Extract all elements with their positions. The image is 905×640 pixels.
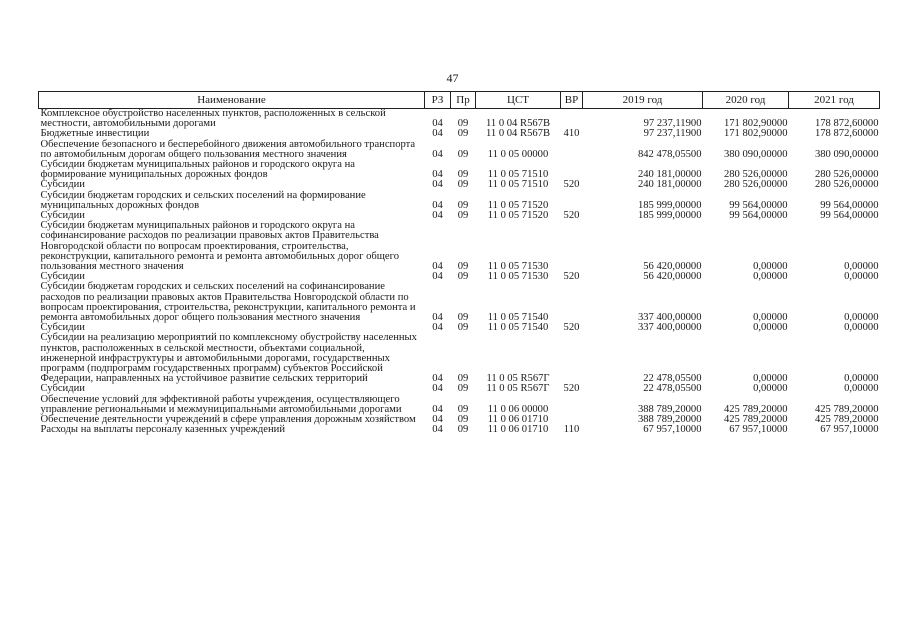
row-vr: 520: [563, 271, 580, 283]
row-pr: 09: [457, 169, 469, 181]
row-2021: 99 564,00000: [820, 199, 879, 211]
row-2021: 0,00000: [844, 271, 879, 283]
row-2021: 0,00000: [844, 373, 879, 385]
row-2019: 185 999,00000: [637, 210, 702, 222]
row-2019: 56 420,00000: [643, 271, 702, 283]
row-cst: 11 0 05 71520: [487, 210, 549, 222]
row-vr: [561, 109, 583, 130]
row-rz: 04: [432, 312, 443, 324]
row-2021: 280 526,00000: [814, 179, 879, 191]
row-pr: 09: [457, 199, 469, 211]
row-vr: [561, 140, 583, 160]
row-2020: 0,00000: [753, 322, 788, 334]
row-2021: 425 789,20000: [814, 414, 879, 426]
table-row: [39, 191, 880, 211]
row-vr: 520: [563, 179, 580, 191]
table-row: [39, 425, 880, 435]
row-name: Субсидии бюджетам муниципальных районов и городского округа на формирование муниципальных дорожных фондов: [40, 159, 355, 181]
row-2021: 425 789,20000: [814, 403, 879, 415]
row-name: Обеспечение деятельности учреждений в сфере управления дорожным хозяйством: [40, 414, 416, 426]
row-2021: 0,00000: [844, 383, 879, 395]
page-number: 47: [446, 71, 459, 85]
header-vr: ВР: [561, 92, 583, 109]
row-rz: 04: [432, 210, 443, 222]
row-pr: 09: [457, 179, 469, 191]
table-row: [39, 395, 880, 415]
row-2019: 56 420,00000: [643, 261, 702, 273]
row-cst: 11 0 06 01710: [487, 424, 549, 436]
row-2019: 842 478,05500: [637, 148, 702, 160]
row-rz: 04: [432, 322, 443, 334]
header-cst: ЦСТ: [476, 92, 561, 109]
row-vr: [561, 191, 583, 211]
row-2019: 240 181,00000: [637, 169, 702, 181]
row-vr: 520: [563, 383, 580, 395]
row-2021: 178 872,60000: [814, 118, 879, 130]
row-2019: 22 478,05500: [643, 373, 702, 385]
table-row: [39, 140, 880, 160]
row-pr: 09: [457, 383, 469, 395]
row-rz: 04: [432, 403, 443, 415]
row-pr: 09: [457, 424, 469, 436]
row-rz: 04: [432, 118, 443, 130]
row-cst: 11 0 05 71520: [487, 199, 549, 211]
row-cst: 11 0 06 00000: [487, 403, 549, 415]
row-cst: 11 0 04 R567B: [485, 118, 551, 130]
row-2021: 0,00000: [844, 322, 879, 334]
header-2021: 2021 год: [789, 92, 880, 109]
row-vr: [561, 333, 583, 384]
row-2021: 380 090,00000: [814, 148, 879, 160]
table-header: [39, 92, 880, 109]
header-name: Наименование: [39, 92, 425, 109]
row-2019: 388 789,20000: [637, 414, 702, 426]
row-2019: 337 400,00000: [637, 322, 702, 334]
row-name: Комплексное обустройство населенных пунктов, расположенных в сельской местности, автомобильными дорогами: [40, 108, 386, 130]
header-pr: Пр: [451, 92, 476, 109]
row-2020: 425 789,20000: [723, 403, 788, 415]
row-cst: 11 0 05 71540: [487, 322, 549, 334]
row-rz: 04: [432, 261, 443, 273]
row-2019: 240 181,00000: [637, 179, 702, 191]
row-vr: [561, 395, 583, 415]
row-name: Субсидии бюджетам муниципальных районов и городского округа на софинансирование расходов по реализации правовых актов Правительства Новгородской области по вопросам проектирования, строительства, реконструкции, капитального ремонта и ремонта автомобильных дорог общего пользования местного значения: [40, 220, 400, 273]
row-name: Субсидии бюджетам городских и сельских поселений на софинансирование расходов по реализации правовых актов Правительства Новгородской области по вопросам проектирования, строительства, реконструкции, капитального ремонта и ремонта автомобильных дорог общего пользования местного значения: [40, 281, 416, 324]
row-cst: 11 0 05 71540: [487, 312, 549, 324]
row-name: Субсидии: [40, 210, 85, 222]
row-vr: [561, 160, 583, 180]
row-2019: 337 400,00000: [637, 312, 702, 324]
row-name: Субсидии: [40, 322, 85, 334]
row-2020: 99 564,00000: [729, 210, 788, 222]
row-2021: 178 872,60000: [814, 128, 879, 140]
row-rz: 04: [432, 414, 443, 426]
row-cst: 11 0 05 R567Г: [486, 383, 550, 395]
row-rz: 04: [432, 373, 443, 385]
budget-table: [38, 91, 880, 436]
row-name: Субсидии бюджетам городских и сельских поселений на формирование муниципальных дорожных фондов: [40, 189, 366, 211]
row-rz: 04: [432, 179, 443, 191]
row-vr: 520: [563, 322, 580, 334]
table-row: [39, 109, 880, 130]
row-cst: 11 0 05 71510: [487, 179, 549, 191]
row-cst: 11 0 06 01710: [487, 414, 549, 426]
row-pr: 09: [457, 403, 469, 415]
row-2019: 185 999,00000: [637, 199, 702, 211]
row-pr: 09: [457, 271, 469, 283]
table-row: [39, 221, 880, 272]
row-2020: 425 789,20000: [723, 414, 788, 426]
row-2019: 97 237,11900: [643, 118, 702, 130]
row-name: Субсидии: [40, 179, 85, 191]
row-vr: [561, 221, 583, 272]
header-2020: 2020 год: [703, 92, 789, 109]
row-vr: 410: [563, 128, 580, 140]
row-rz: 04: [432, 271, 443, 283]
row-pr: 09: [457, 148, 469, 160]
table-row: [39, 282, 880, 323]
row-2020: 380 090,00000: [723, 148, 788, 160]
header-rz: РЗ: [425, 92, 451, 109]
row-2020: 0,00000: [753, 373, 788, 385]
row-name: Субсидии: [40, 383, 85, 395]
row-cst: 11 0 05 R567Г: [486, 373, 550, 385]
row-vr: 520: [563, 210, 580, 222]
row-2019: 67 957,10000: [643, 424, 702, 436]
row-pr: 09: [457, 373, 469, 385]
row-cst: 11 0 05 00000: [487, 148, 549, 160]
row-2021: 280 526,00000: [814, 169, 879, 181]
row-name: Субсидии: [40, 271, 85, 283]
row-cst: 11 0 04 R567B: [485, 128, 551, 140]
row-2021: 0,00000: [844, 261, 879, 273]
row-cst: 11 0 05 71530: [487, 261, 549, 273]
row-name: Расходы на выплаты персоналу казенных учреждений: [40, 424, 285, 436]
header-2019: 2019 год: [583, 92, 703, 109]
row-vr: 110: [563, 424, 580, 436]
row-2020: 0,00000: [753, 271, 788, 283]
row-rz: 04: [432, 383, 443, 395]
row-2020: 67 957,10000: [729, 424, 788, 436]
row-name: Бюджетные инвестиции: [40, 128, 150, 140]
row-2020: 0,00000: [753, 312, 788, 324]
row-rz: 04: [432, 148, 443, 160]
table-body: [39, 109, 880, 436]
row-pr: 09: [457, 128, 469, 140]
row-pr: 09: [457, 210, 469, 222]
row-pr: 09: [457, 261, 469, 273]
row-2020: 0,00000: [753, 383, 788, 395]
row-name: Субсидии на реализацию мероприятий по комплексному обустройству населенных пунктов, расположенных в сельской местности, объектами социальной, инженерной инфраструктуры и автомобильными дорогами, государственных программ (подпрограмм государственных программ) субъектов Российской Федерации, направленных на устойчивое развитие сельских территорий: [40, 332, 417, 385]
row-pr: 09: [457, 118, 469, 130]
row-name: Обеспечение безопасного и бесперебойного движения автомобильного транспорта по автомобильным дорогам общего пользования местного значения: [40, 138, 416, 160]
row-rz: 04: [432, 169, 443, 181]
row-rz: 04: [432, 128, 443, 140]
row-2021: 0,00000: [844, 312, 879, 324]
row-rz: 04: [432, 199, 443, 211]
table-row: [39, 160, 880, 180]
row-name: Обеспечение условий для эффективной работы учреждения, осуществляющего управление региональными и межмуниципальными автомобильными дорогами: [40, 393, 402, 415]
row-2021: 67 957,10000: [820, 424, 879, 436]
row-2020: 171 802,90000: [723, 128, 788, 140]
row-2019: 97 237,11900: [643, 128, 702, 140]
row-2020: 280 526,00000: [723, 179, 788, 191]
row-2020: 99 564,00000: [729, 199, 788, 211]
row-2021: 99 564,00000: [820, 210, 879, 222]
row-2020: 171 802,90000: [723, 118, 788, 130]
row-rz: 04: [432, 424, 443, 436]
row-2020: 280 526,00000: [723, 169, 788, 181]
row-2019: 22 478,05500: [643, 383, 702, 395]
row-pr: 09: [457, 312, 469, 324]
row-pr: 09: [457, 414, 469, 426]
row-2020: 0,00000: [753, 261, 788, 273]
row-2019: 388 789,20000: [637, 403, 702, 415]
row-pr: 09: [457, 322, 469, 334]
table-row: [39, 333, 880, 384]
row-vr: [561, 282, 583, 323]
row-cst: 11 0 05 71530: [487, 271, 549, 283]
row-cst: 11 0 05 71510: [487, 169, 549, 181]
